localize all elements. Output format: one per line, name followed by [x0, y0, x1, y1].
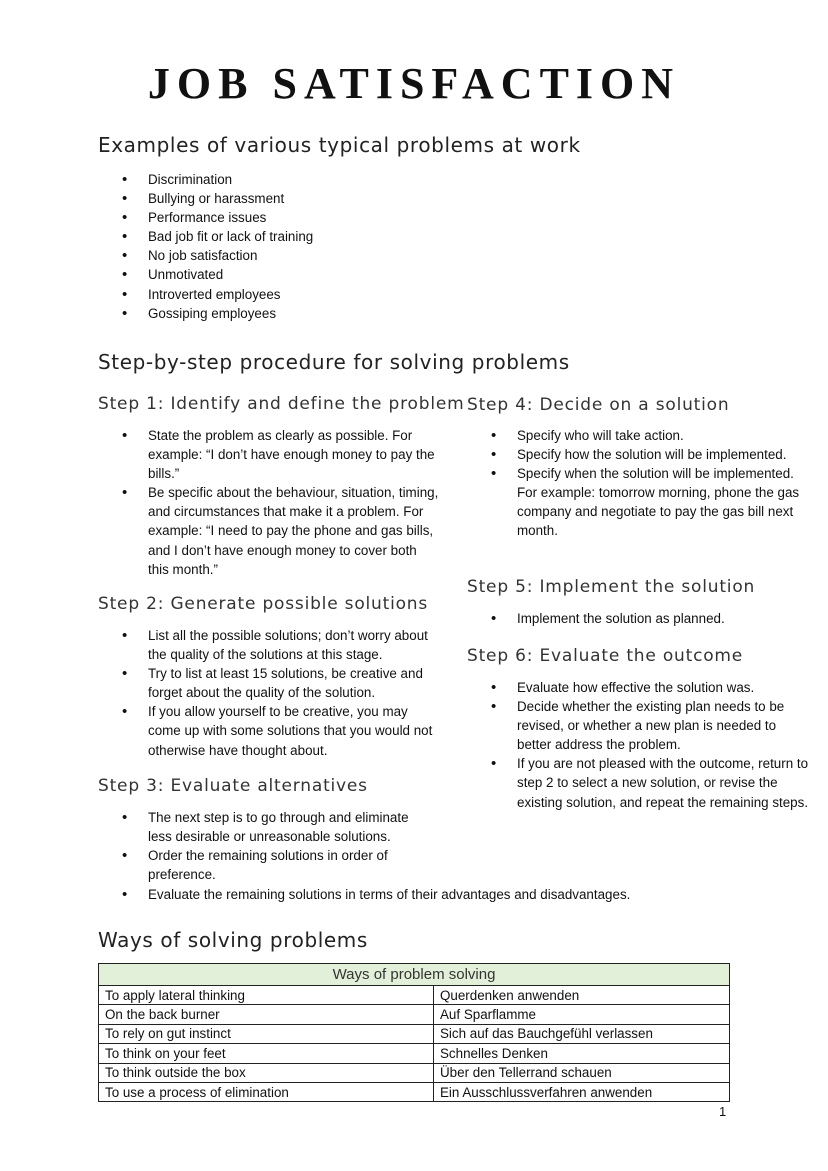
list-item: • Performance issues	[122, 208, 722, 227]
table-row	[99, 1063, 730, 1082]
table-cell-english: To apply lateral thinking	[99, 986, 434, 1005]
table-row	[99, 1024, 730, 1043]
list-item: • Decide whether the existing plan needs to be revised, or whether a new plan is needed to better address the problem.	[491, 697, 809, 754]
list-item: • List all the possible solutions; don’t worry about the quality of the solutions at this stage.	[122, 626, 440, 664]
list-item: • Discrimination	[122, 170, 722, 189]
step5-list	[491, 609, 809, 628]
step1-heading: Step 1: Identify and define the problem	[98, 394, 465, 414]
list-item: • Specify who will take action.	[491, 426, 809, 445]
step1-list	[122, 426, 440, 579]
step6-heading: Step 6: Evaluate the outcome	[467, 646, 744, 666]
step5-heading: Step 5: Implement the solution	[467, 577, 756, 597]
problems-list	[122, 170, 722, 323]
list-item: • State the problem as clearly as possible. For example: “I don’t have enough money to pay the bills.”	[122, 426, 440, 483]
list-item: • Bullying or harassment	[122, 189, 722, 208]
section-heading-ways: Ways of solving problems	[98, 928, 368, 952]
section-heading-procedure: Step-by-step procedure for solving problems	[98, 350, 570, 374]
list-item: • Gossiping employees	[122, 304, 722, 323]
list-item: • Specify when the solution will be implemented. For example: tomorrow morning, phone the gas company and negotiate to pay the gas bill next month.	[491, 464, 809, 540]
list-item: • Bad job fit or lack of training	[122, 227, 722, 246]
list-item: • Unmotivated	[122, 265, 722, 284]
list-item: • The next step is to go through and eliminate less desirable or unreasonable solutions.	[122, 808, 412, 846]
step3-list	[122, 808, 412, 884]
list-item: • Introverted employees	[122, 285, 722, 304]
table-cell-german: Schnelles Denken	[434, 1044, 730, 1063]
ways-table-wrapper	[98, 963, 730, 1102]
list-item: • Implement the solution as planned.	[491, 609, 809, 628]
table-cell-english: To think outside the box	[99, 1063, 434, 1082]
table-cell-english: To rely on gut instinct	[99, 1024, 434, 1043]
step6-list	[491, 678, 809, 812]
step2-list	[122, 626, 440, 760]
table-cell-english: To think on your feet	[99, 1044, 434, 1063]
table-cell-english: To use a process of elimination	[99, 1082, 434, 1101]
step2-heading: Step 2: Generate possible solutions	[98, 594, 429, 614]
list-item: • Be specific about the behaviour, situation, timing, and circumstances that make it a problem. For example: “I need to pay the phone and gas bills, and I don’t have enough money to cover both this month.”	[122, 483, 440, 578]
step4-heading: Step 4: Decide on a solution	[467, 395, 730, 415]
section-heading-problems: Examples of various typical problems at work	[98, 133, 581, 157]
list-item: • No job satisfaction	[122, 246, 722, 265]
page-number: 1	[719, 1104, 727, 1119]
table-row	[99, 1082, 730, 1101]
table-row	[99, 986, 730, 1005]
list-item: • Order the remaining solutions in order of preference.	[122, 846, 412, 884]
step3-list-continued	[122, 885, 742, 904]
table-cell-german: Querdenken anwenden	[434, 986, 730, 1005]
table-cell-english: On the back burner	[99, 1005, 434, 1024]
table-cell-german: Über den Tellerrand schauen	[434, 1063, 730, 1082]
list-item: • Specify how the solution will be implemented.	[491, 445, 809, 464]
table-caption: Ways of problem solving	[99, 964, 730, 986]
step3-heading: Step 3: Evaluate alternatives	[98, 776, 368, 796]
list-item: • If you allow yourself to be creative, you may come up with some solutions that you would not otherwise have thought about.	[122, 702, 440, 759]
table-row	[99, 1044, 730, 1063]
table-cell-german: Auf Sparflamme	[434, 1005, 730, 1024]
table-cell-german: Sich auf das Bauchgefühl verlassen	[434, 1024, 730, 1043]
list-item: • Evaluate the remaining solutions in terms of their advantages and disadvantages.	[122, 885, 742, 904]
list-item: • Evaluate how effective the solution was.	[491, 678, 809, 697]
step4-list	[491, 426, 809, 541]
list-item: • If you are not pleased with the outcome, return to step 2 to select a new solution, or revise the existing solution, and repeat the remaining steps.	[491, 754, 809, 811]
list-item: • Try to list at least 15 solutions, be creative and forget about the quality of the solution.	[122, 664, 440, 702]
document-title: JOB SATISFACTION	[147, 59, 681, 108]
ways-table	[98, 963, 730, 1102]
table-row	[99, 1005, 730, 1024]
table-header-row	[99, 964, 730, 986]
table-cell-german: Ein Ausschlussverfahren anwenden	[434, 1082, 730, 1101]
